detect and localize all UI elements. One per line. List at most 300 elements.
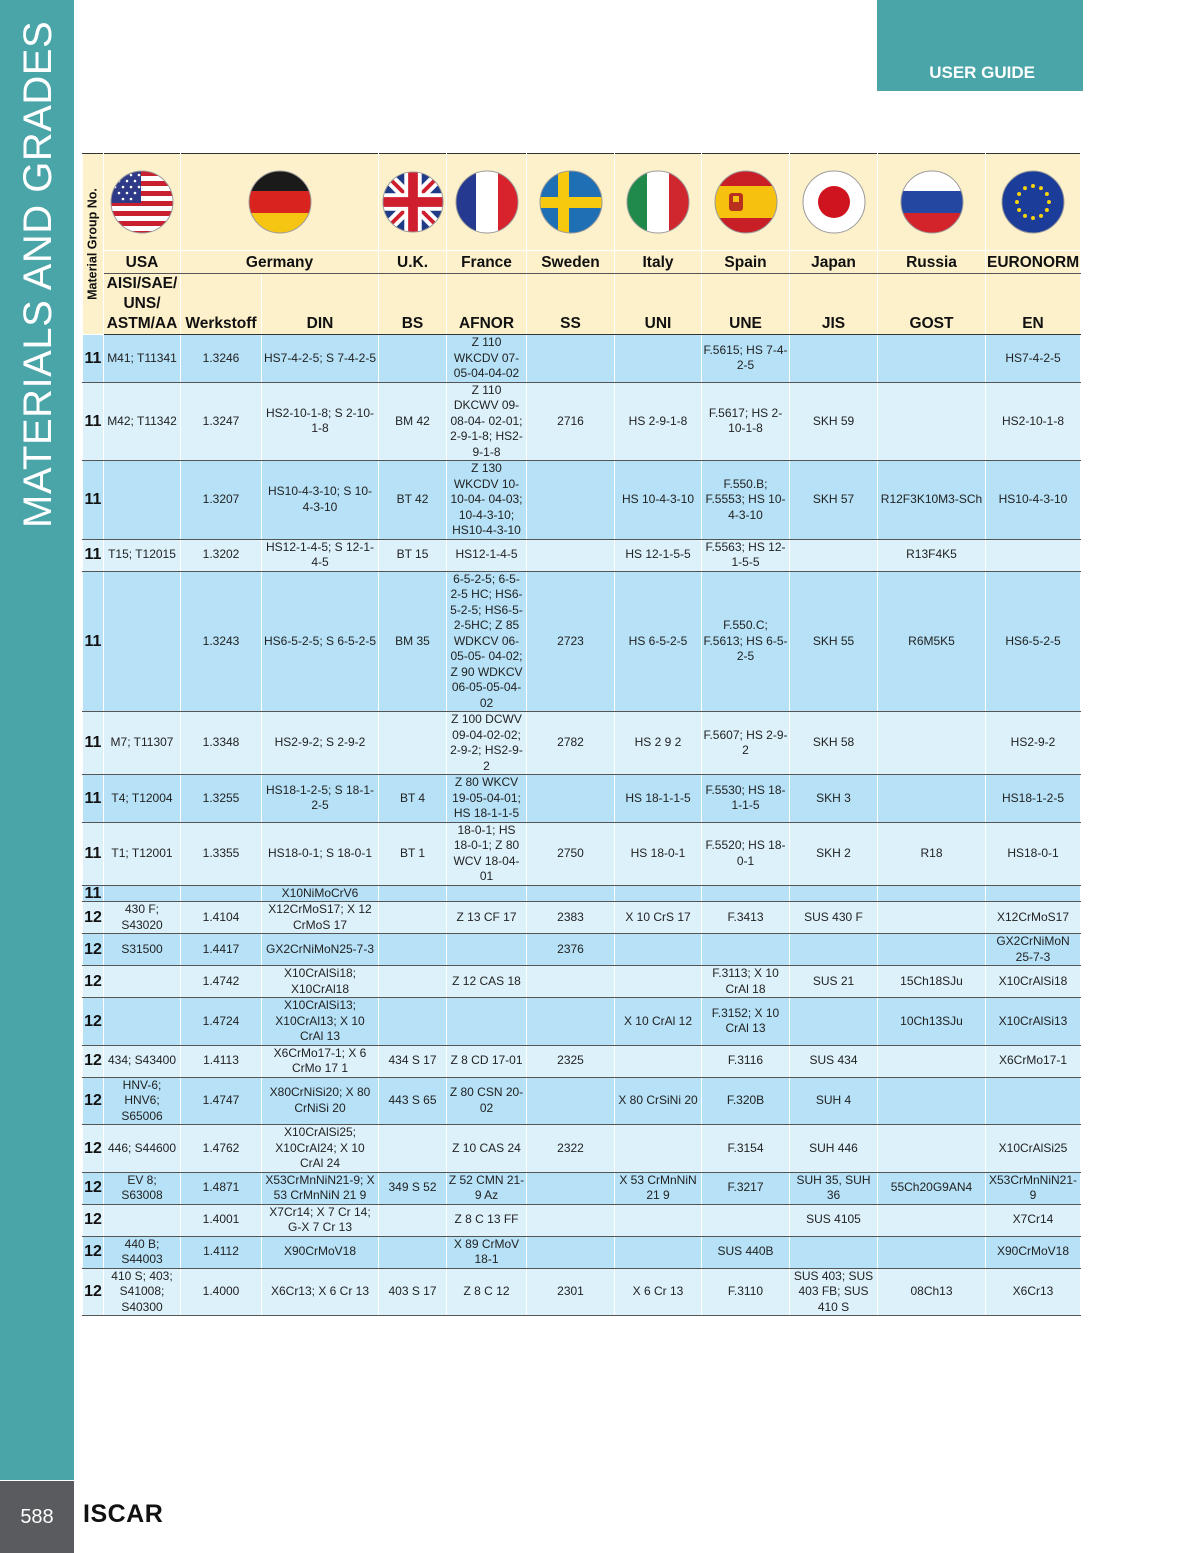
cell-group: 12 (83, 934, 104, 966)
table-row (83, 1125, 1081, 1173)
cell-werkstoff: 1.4742 (181, 966, 262, 998)
cell-din: X10NiMoCrV6 (262, 885, 379, 902)
cell-usa (104, 461, 181, 540)
cell-usa: S31500 (104, 934, 181, 966)
cell-uni: HS 6-5-2-5 (615, 571, 702, 712)
standard-afnor: AFNOR (447, 274, 527, 335)
cell-uni (615, 335, 702, 383)
italy-flag-icon (625, 169, 691, 235)
cell-gost (878, 775, 986, 823)
cell-jis: SKH 3 (790, 775, 878, 823)
cell-bs (379, 1236, 447, 1268)
cell-en: X10CrAlSi13 (986, 998, 1081, 1046)
cell-gost (878, 712, 986, 775)
cell-jis (790, 539, 878, 571)
cell-ss: 2322 (527, 1125, 615, 1173)
cell-afnor: Z 110 WKCDV 07-05-04-04-02 (447, 335, 527, 383)
cell-group: 11 (83, 822, 104, 885)
cell-jis (790, 1236, 878, 1268)
section-title: MATERIALS AND GRADES (16, 20, 60, 528)
cell-usa: M7; T11307 (104, 712, 181, 775)
cell-afnor: 6-5-2-5; 6-5-2-5 HC; HS6-5-2-5; HS6-5-2-5HC; Z 85 WDKCV 06-05-05- 04-02; Z 90 WDKCV 06-05-05-04-02 (447, 571, 527, 712)
cell-jis: SUS 430 F (790, 902, 878, 934)
cell-bs (379, 335, 447, 383)
cell-gost: R6M5K5 (878, 571, 986, 712)
cell-ss (527, 1236, 615, 1268)
cell-une: F.3116 (702, 1045, 790, 1077)
cell-gost (878, 1125, 986, 1173)
cell-une: F.5520; HS 18-0-1 (702, 822, 790, 885)
brand-logo: ISCAR (83, 1500, 164, 1528)
table-row (83, 1268, 1081, 1316)
cell-bs (379, 934, 447, 966)
cell-din: X7Cr14; X 7 Cr 14; G-X 7 Cr 13 (262, 1204, 379, 1236)
cell-group: 12 (83, 1125, 104, 1173)
cell-une: F.550.C; F.5613; HS 6-5-2-5 (702, 571, 790, 712)
country-uk: U.K. (379, 251, 447, 274)
cell-werkstoff: 1.3202 (181, 539, 262, 571)
cell-usa: 440 B; S44003 (104, 1236, 181, 1268)
cell-ss: 2716 (527, 382, 615, 461)
cell-werkstoff: 1.3243 (181, 571, 262, 712)
cell-afnor: Z 80 CSN 20-02 (447, 1077, 527, 1125)
cell-bs: BT 4 (379, 775, 447, 823)
germany-flag-cell (181, 154, 379, 251)
cell-afnor: Z 8 CD 17-01 (447, 1045, 527, 1077)
cell-gost: 15Ch18SJu (878, 966, 986, 998)
table-row (83, 539, 1081, 571)
cell-bs: 434 S 17 (379, 1045, 447, 1077)
cell-ss: 2325 (527, 1045, 615, 1077)
cell-usa (104, 885, 181, 902)
cell-uni: HS 2 9 2 (615, 712, 702, 775)
cell-din: HS18-1-2-5; S 18-1-2-5 (262, 775, 379, 823)
cell-gost (878, 1204, 986, 1236)
cell-group: 12 (83, 1204, 104, 1236)
cell-une: F.5615; HS 7-4-2-5 (702, 335, 790, 383)
cell-une: SUS 440B (702, 1236, 790, 1268)
cell-din: X6Cr13; X 6 Cr 13 (262, 1268, 379, 1316)
cell-uni (615, 885, 702, 902)
cell-jis: SKH 59 (790, 382, 878, 461)
cell-en: X12CrMoS17 (986, 902, 1081, 934)
cell-en (986, 1077, 1081, 1125)
country-usa: USA (104, 251, 181, 274)
cell-uni: HS 18-0-1 (615, 822, 702, 885)
cell-bs: 349 S 52 (379, 1172, 447, 1204)
cell-une: F.5530; HS 18-1-1-5 (702, 775, 790, 823)
italy-flag-cell (615, 154, 702, 251)
cell-uni: X 10 CrS 17 (615, 902, 702, 934)
cell-usa: 410 S; 403; S41008; S40300 (104, 1268, 181, 1316)
cell-ss: 2383 (527, 902, 615, 934)
cell-afnor: Z 52 CMN 21-9 Az (447, 1172, 527, 1204)
table-row (83, 382, 1081, 461)
table-row (83, 775, 1081, 823)
cell-group: 12 (83, 966, 104, 998)
cell-group: 11 (83, 539, 104, 571)
cell-afnor: Z 130 WKCDV 10-10-04- 04-03; 10-4-3-10; HS10-4-3-10 (447, 461, 527, 540)
cell-une: F.3217 (702, 1172, 790, 1204)
cell-une: F.5617; HS 2-10-1-8 (702, 382, 790, 461)
cell-uni (615, 1045, 702, 1077)
cell-bs: BT 1 (379, 822, 447, 885)
cell-din: HS2-10-1-8; S 2-10-1-8 (262, 382, 379, 461)
cell-gost: 10Ch13SJu (878, 998, 986, 1046)
cell-en (986, 539, 1081, 571)
cell-din: X12CrMoS17; X 12 CrMoS 17 (262, 902, 379, 934)
cell-usa: 430 F; S43020 (104, 902, 181, 934)
cell-afnor: 18-0-1; HS 18-0-1; Z 80 WCV 18-04-01 (447, 822, 527, 885)
cell-group: 11 (83, 335, 104, 383)
cell-din: X53CrMnNiN21-9; X 53 CrMnNiN 21 9 (262, 1172, 379, 1204)
cell-en: HS6-5-2-5 (986, 571, 1081, 712)
cell-jis: SUS 21 (790, 966, 878, 998)
cell-bs (379, 966, 447, 998)
country-japan: Japan (790, 251, 878, 274)
cell-group: 12 (83, 998, 104, 1046)
cell-uni (615, 1204, 702, 1236)
cell-din: X6CrMo17-1; X 6 CrMo 17 1 (262, 1045, 379, 1077)
cell-din: HS18-0-1; S 18-0-1 (262, 822, 379, 885)
cell-usa: T1; T12001 (104, 822, 181, 885)
cell-ss (527, 998, 615, 1046)
cell-werkstoff: 1.4000 (181, 1268, 262, 1316)
russia-flag-cell (878, 154, 986, 251)
cell-gost (878, 335, 986, 383)
standard-gost: GOST (878, 274, 986, 335)
standard-une: UNE (702, 274, 790, 335)
cell-en (986, 885, 1081, 902)
cell-ss: 2782 (527, 712, 615, 775)
cell-bs (379, 712, 447, 775)
cell-jis: SKH 58 (790, 712, 878, 775)
cell-din: X10CrAlSi18; X10CrAl18 (262, 966, 379, 998)
cell-werkstoff (181, 885, 262, 902)
cell-ss: 2301 (527, 1268, 615, 1316)
cell-group: 12 (83, 902, 104, 934)
cell-une: F.3154 (702, 1125, 790, 1173)
table-row (83, 335, 1081, 383)
cell-werkstoff: 1.3355 (181, 822, 262, 885)
cell-group: 12 (83, 1045, 104, 1077)
cell-gost: R13F4K5 (878, 539, 986, 571)
cell-afnor: Z 10 CAS 24 (447, 1125, 527, 1173)
sidebar (0, 0, 74, 1480)
eu-flag-icon (1000, 169, 1066, 235)
cell-jis: SUH 446 (790, 1125, 878, 1173)
cell-usa: 446; S44600 (104, 1125, 181, 1173)
country-italy: Italy (615, 251, 702, 274)
cell-usa: T4; T12004 (104, 775, 181, 823)
cell-ss (527, 775, 615, 823)
table-body (83, 335, 1081, 1316)
cell-group: 11 (83, 461, 104, 540)
cell-jis: SUS 4105 (790, 1204, 878, 1236)
cell-din: X10CrAlSi13; X10CrAl13; X 10 CrAl 13 (262, 998, 379, 1046)
cell-bs: BT 42 (379, 461, 447, 540)
cell-gost (878, 1045, 986, 1077)
materials-table (82, 153, 1081, 1316)
cell-bs: BM 42 (379, 382, 447, 461)
cell-une (702, 885, 790, 902)
cell-bs (379, 998, 447, 1046)
cell-werkstoff: 1.4417 (181, 934, 262, 966)
cell-afnor: HS12-1-4-5 (447, 539, 527, 571)
standard-werkstoff: Werkstoff (181, 274, 262, 335)
cell-bs: 443 S 65 (379, 1077, 447, 1125)
cell-ss: 2750 (527, 822, 615, 885)
cell-afnor: Z 100 DCWV 09-04-02-02; 2-9-2; HS2-9-2 (447, 712, 527, 775)
france-flag-cell (447, 154, 527, 251)
france-flag-icon (454, 169, 520, 235)
cell-gost (878, 902, 986, 934)
cell-group: 11 (83, 712, 104, 775)
cell-en: X10CrAlSi18 (986, 966, 1081, 998)
cell-werkstoff: 1.4104 (181, 902, 262, 934)
table-row (83, 1236, 1081, 1268)
cell-group: 11 (83, 571, 104, 712)
cell-uni (615, 966, 702, 998)
cell-din: X80CrNiSi20; X 80 CrNiSi 20 (262, 1077, 379, 1125)
standard-bs: BS (379, 274, 447, 335)
table-row (83, 966, 1081, 998)
cell-bs: 403 S 17 (379, 1268, 447, 1316)
cell-afnor: Z 8 C 13 FF (447, 1204, 527, 1236)
table-row (83, 461, 1081, 540)
cell-werkstoff: 1.4724 (181, 998, 262, 1046)
cell-jis: SKH 55 (790, 571, 878, 712)
cell-group: 11 (83, 775, 104, 823)
cell-group: 12 (83, 1236, 104, 1268)
cell-afnor: Z 13 CF 17 (447, 902, 527, 934)
cell-uni: HS 10-4-3-10 (615, 461, 702, 540)
cell-en: X6Cr13 (986, 1268, 1081, 1316)
country-russia: Russia (878, 251, 986, 274)
cell-une: F.550.B; F.5553; HS 10-4-3-10 (702, 461, 790, 540)
cell-werkstoff: 1.3247 (181, 382, 262, 461)
cell-uni: HS 2-9-1-8 (615, 382, 702, 461)
cell-gost (878, 934, 986, 966)
cell-en: HS7-4-2-5 (986, 335, 1081, 383)
cell-din: HS7-4-2-5; S 7-4-2-5 (262, 335, 379, 383)
cell-din: X90CrMoV18 (262, 1236, 379, 1268)
table-row (83, 712, 1081, 775)
cell-din: X10CrAlSi25; X10CrAl24; X 10 CrAl 24 (262, 1125, 379, 1173)
cell-ss (527, 1077, 615, 1125)
cell-usa: T15; T12015 (104, 539, 181, 571)
germany-flag-icon (247, 169, 313, 235)
cell-en: X6CrMo17-1 (986, 1045, 1081, 1077)
material-group-header (83, 154, 104, 335)
russia-flag-icon (899, 169, 965, 235)
cell-gost (878, 1236, 986, 1268)
japan-flag-cell (790, 154, 878, 251)
cell-din: HS12-1-4-5; S 12-1-4-5 (262, 539, 379, 571)
cell-bs (379, 1204, 447, 1236)
cell-werkstoff: 1.4747 (181, 1077, 262, 1125)
cell-werkstoff: 1.4871 (181, 1172, 262, 1204)
cell-usa: EV 8; S63008 (104, 1172, 181, 1204)
standard-ss: SS (527, 274, 615, 335)
table-row (83, 822, 1081, 885)
cell-afnor (447, 885, 527, 902)
cell-afnor: Z 12 CAS 18 (447, 966, 527, 998)
cell-werkstoff: 1.4113 (181, 1045, 262, 1077)
cell-uni: X 80 CrSiNi 20 (615, 1077, 702, 1125)
cell-une: F.320B (702, 1077, 790, 1125)
user-guide-label: USER GUIDE (929, 63, 1035, 82)
country-germany: Germany (181, 251, 379, 274)
cell-jis (790, 885, 878, 902)
sweden-flag-cell (527, 154, 615, 251)
sweden-flag-icon (538, 169, 604, 235)
cell-en: GX2CrNiMoN 25-7-3 (986, 934, 1081, 966)
country-spain: Spain (702, 251, 790, 274)
standard-din: DIN (262, 274, 379, 335)
cell-afnor (447, 934, 527, 966)
cell-werkstoff: 1.3207 (181, 461, 262, 540)
country-sweden: Sweden (527, 251, 615, 274)
cell-werkstoff: 1.3246 (181, 335, 262, 383)
cell-usa (104, 998, 181, 1046)
cell-group: 11 (83, 382, 104, 461)
cell-gost: 55Ch20G9AN4 (878, 1172, 986, 1204)
cell-uni: HS 18-1-1-5 (615, 775, 702, 823)
cell-afnor: Z 8 C 12 (447, 1268, 527, 1316)
standard-en: EN (986, 274, 1081, 335)
cell-ss (527, 461, 615, 540)
cell-jis: SUH 4 (790, 1077, 878, 1125)
cell-werkstoff: 1.4001 (181, 1204, 262, 1236)
cell-uni: X 10 CrAl 12 (615, 998, 702, 1046)
cell-une: F.3110 (702, 1268, 790, 1316)
cell-din: HS2-9-2; S 2-9-2 (262, 712, 379, 775)
cell-en: HS18-0-1 (986, 822, 1081, 885)
cell-gost (878, 1077, 986, 1125)
cell-une: F.5607; HS 2-9-2 (702, 712, 790, 775)
cell-une: F.3413 (702, 902, 790, 934)
page-number: 588 (0, 1481, 74, 1553)
cell-group: 12 (83, 1077, 104, 1125)
cell-uni: HS 12-1-5-5 (615, 539, 702, 571)
cell-werkstoff: 1.3255 (181, 775, 262, 823)
usa-flag-icon (109, 169, 175, 235)
uk-flag-icon (381, 170, 445, 234)
cell-ss (527, 539, 615, 571)
cell-din: HS10-4-3-10; S 10-4-3-10 (262, 461, 379, 540)
cell-uni: X 53 CrMnNiN 21 9 (615, 1172, 702, 1204)
cell-une (702, 934, 790, 966)
cell-ss: 2376 (527, 934, 615, 966)
cell-ss (527, 885, 615, 902)
country-euronorm: EURONORM (986, 251, 1081, 274)
cell-usa (104, 571, 181, 712)
cell-uni (615, 934, 702, 966)
spain-flag-icon (713, 169, 779, 235)
cell-group: 12 (83, 1268, 104, 1316)
cell-usa: M42; T11342 (104, 382, 181, 461)
cell-usa: 434; S43400 (104, 1045, 181, 1077)
cell-en: X7Cr14 (986, 1204, 1081, 1236)
cell-bs (379, 1125, 447, 1173)
cell-en: X90CrMoV18 (986, 1236, 1081, 1268)
cell-ss: 2723 (527, 571, 615, 712)
table-row (83, 998, 1081, 1046)
table-row (83, 1045, 1081, 1077)
cell-gost: 08Ch13 (878, 1268, 986, 1316)
user-guide-tab (877, 0, 1083, 91)
cell-en: X10CrAlSi25 (986, 1125, 1081, 1173)
cell-bs (379, 885, 447, 902)
cell-une: F.3113; X 10 CrAl 18 (702, 966, 790, 998)
cell-gost (878, 885, 986, 902)
table-row (83, 902, 1081, 934)
cell-gost (878, 382, 986, 461)
cell-bs (379, 902, 447, 934)
cell-une: F.5563; HS 12-1-5-5 (702, 539, 790, 571)
cell-afnor: Z 110 DKCWV 09-08-04- 02-01; 2-9-1-8; HS2-9-1-8 (447, 382, 527, 461)
cell-usa (104, 966, 181, 998)
table-row (83, 885, 1081, 902)
spain-flag-cell (702, 154, 790, 251)
cell-jis: SUS 434 (790, 1045, 878, 1077)
cell-uni (615, 1125, 702, 1173)
cell-afnor: X 89 CrMoV 18-1 (447, 1236, 527, 1268)
cell-werkstoff: 1.3348 (181, 712, 262, 775)
cell-afnor (447, 998, 527, 1046)
cell-en: HS18-1-2-5 (986, 775, 1081, 823)
cell-afnor: Z 80 WKCV 19-05-04-01; HS 18-1-1-5 (447, 775, 527, 823)
cell-jis: SUH 35, SUH 36 (790, 1172, 878, 1204)
cell-jis: SKH 2 (790, 822, 878, 885)
cell-usa: HNV-6; HNV6; S65006 (104, 1077, 181, 1125)
cell-une (702, 1204, 790, 1236)
cell-din: GX2CrNiMoN25-7-3 (262, 934, 379, 966)
cell-bs: BT 15 (379, 539, 447, 571)
cell-werkstoff: 1.4112 (181, 1236, 262, 1268)
cell-uni (615, 1236, 702, 1268)
cell-jis: SKH 57 (790, 461, 878, 540)
cell-group: 11 (83, 885, 104, 902)
cell-ss (527, 966, 615, 998)
cell-jis: SUS 403; SUS 403 FB; SUS 410 S (790, 1268, 878, 1316)
japan-flag-icon (801, 169, 867, 235)
cell-werkstoff: 1.4762 (181, 1125, 262, 1173)
table-row (83, 571, 1081, 712)
table-row (83, 1077, 1081, 1125)
cell-usa: M41; T11341 (104, 335, 181, 383)
cell-ss (527, 335, 615, 383)
country-france: France (447, 251, 527, 274)
cell-en: HS10-4-3-10 (986, 461, 1081, 540)
cell-en: X53CrMnNiN21-9 (986, 1172, 1081, 1204)
cell-uni: X 6 Cr 13 (615, 1268, 702, 1316)
cell-gost: R18 (878, 822, 986, 885)
cell-group: 12 (83, 1172, 104, 1204)
cell-gost: R12F3K10M3-SCh (878, 461, 986, 540)
standard-aisi: AISI/SAE/ UNS/ ASTM/AA (104, 274, 181, 335)
cell-bs: BM 35 (379, 571, 447, 712)
cell-jis (790, 934, 878, 966)
material-group-label: Material Group No. (85, 188, 100, 300)
standard-uni: UNI (615, 274, 702, 335)
cell-jis (790, 335, 878, 383)
usa-flag-cell (104, 154, 181, 251)
table-row (83, 1204, 1081, 1236)
cell-en: HS2-9-2 (986, 712, 1081, 775)
cell-din: HS6-5-2-5; S 6-5-2-5 (262, 571, 379, 712)
